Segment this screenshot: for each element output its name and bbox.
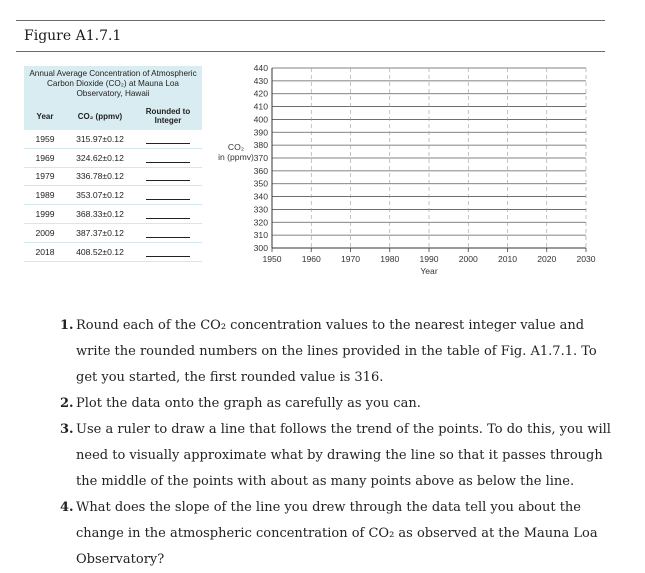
row-rounded-blank: [134, 130, 202, 148]
row-rounded-blank: [134, 224, 202, 242]
y-tick-label: 400: [253, 114, 268, 125]
y-axis-label-unit: in (ppmv): [218, 152, 254, 162]
x-tick-label: 1950: [262, 254, 282, 264]
y-tick-label: 310: [253, 230, 268, 241]
x-tick-label: 2020: [537, 254, 557, 264]
table-row: [24, 205, 202, 224]
answer-line: [146, 162, 190, 163]
y-tick-label: 430: [253, 75, 268, 86]
question-item: [60, 391, 620, 417]
question-text: Round each of the CO₂ concentration values to the nearest integer value and write the rounded numbers on the lines provided in the table of Fig. A1.7.1. To get you started, the first rounded value is 316.: [76, 318, 597, 385]
question-item: [60, 313, 620, 391]
x-tick-label: 2000: [458, 254, 478, 264]
y-tick-label: 380: [253, 140, 268, 151]
table-row: [24, 149, 202, 168]
y-tick-label: 440: [253, 63, 268, 73]
row-rounded-blank: [134, 243, 202, 261]
table-row: [24, 168, 202, 187]
table-body: [24, 130, 202, 262]
y-tick-label: 410: [253, 101, 268, 112]
x-tick-label: 1970: [340, 254, 361, 264]
question-item: [60, 495, 620, 573]
y-tick-label: 320: [253, 217, 268, 228]
row-year: 1999: [35, 209, 55, 220]
question-number: 3.: [60, 422, 74, 437]
col-header-year: Year: [36, 111, 54, 121]
table-row: [24, 186, 202, 205]
y-axis-label: CO₂: [227, 142, 245, 152]
x-tick-label: 2010: [497, 254, 518, 264]
table-heading: Annual Average Concentration of Atmospheric Carbon Dioxide (CO₂) at Mauna Loa Observatory, Hawaii: [24, 66, 202, 102]
questions-list: [60, 313, 620, 573]
row-co2: 336.78±0.12: [76, 171, 124, 182]
figure-title: Figure A1.7.1: [24, 28, 122, 44]
co2-table: [24, 66, 202, 262]
question-text: Plot the data onto the graph as carefully as you can.: [76, 396, 421, 411]
y-tick-label: 350: [253, 178, 268, 189]
question-number: 2.: [60, 396, 74, 411]
row-co2: 368.33±0.12: [76, 209, 124, 220]
question-item: [60, 417, 620, 495]
question-text: Use a ruler to draw a line that follows the trend of the points. To do this, you will need to visually approximate what by drawing the line so that it passes through the middle of the points with about as many points above as below the line.: [76, 422, 611, 489]
row-rounded-blank: [134, 168, 202, 186]
x-tick-label: 1990: [419, 254, 439, 264]
y-tick-label: 360: [253, 165, 268, 176]
row-co2: 353.07±0.12: [76, 190, 124, 201]
answer-line: [146, 237, 190, 238]
row-rounded-blank: [134, 186, 202, 204]
row-year: 2009: [35, 227, 55, 238]
row-year: 1969: [35, 152, 55, 163]
row-co2: 387.37±0.12: [76, 227, 124, 238]
row-year: 1959: [35, 133, 55, 144]
co2-plot-grid: [200, 58, 610, 283]
question-number: 1.: [60, 318, 74, 333]
x-tick-label: 1960: [301, 254, 321, 264]
title-rule: [16, 51, 605, 52]
answer-line: [146, 143, 190, 144]
row-year: 2018: [35, 246, 55, 257]
question-text: What does the slope of the line you drew through the data tell you about the change in the atmospheric concentration of CO₂ as observed at the Mauna Loa Observatory?: [76, 500, 598, 567]
y-tick-label: 420: [253, 88, 268, 99]
row-rounded-blank: [134, 149, 202, 167]
answer-line: [146, 256, 190, 257]
answer-line: [146, 199, 190, 200]
table-row: [24, 243, 202, 262]
row-co2: 324.62±0.12: [76, 152, 124, 163]
x-axis-label: Year: [420, 266, 438, 276]
y-tick-label: 300: [253, 243, 268, 253]
row-co2: 408.52±0.12: [76, 246, 124, 257]
x-tick-label: 1980: [380, 254, 400, 264]
row-year: 1979: [35, 171, 55, 182]
table-column-headers: [24, 102, 202, 130]
y-tick-label: 370: [253, 153, 268, 163]
row-co2: 315.97±0.12: [76, 133, 124, 144]
table-row: [24, 224, 202, 243]
table-row: [24, 130, 202, 149]
y-tick-label: 330: [253, 204, 268, 215]
x-tick-label: 2030: [576, 254, 596, 264]
answer-line: [146, 218, 190, 219]
y-tick-label: 340: [253, 191, 268, 202]
row-rounded-blank: [134, 205, 202, 223]
top-rule: [16, 20, 605, 21]
y-tick-label: 390: [253, 127, 268, 138]
answer-line: [146, 180, 190, 181]
col-header-rounded: Rounded to Integer: [145, 107, 191, 125]
row-year: 1989: [35, 190, 55, 201]
question-number: 4.: [60, 500, 74, 515]
col-header-co2: CO₂ (ppmv): [77, 111, 123, 121]
